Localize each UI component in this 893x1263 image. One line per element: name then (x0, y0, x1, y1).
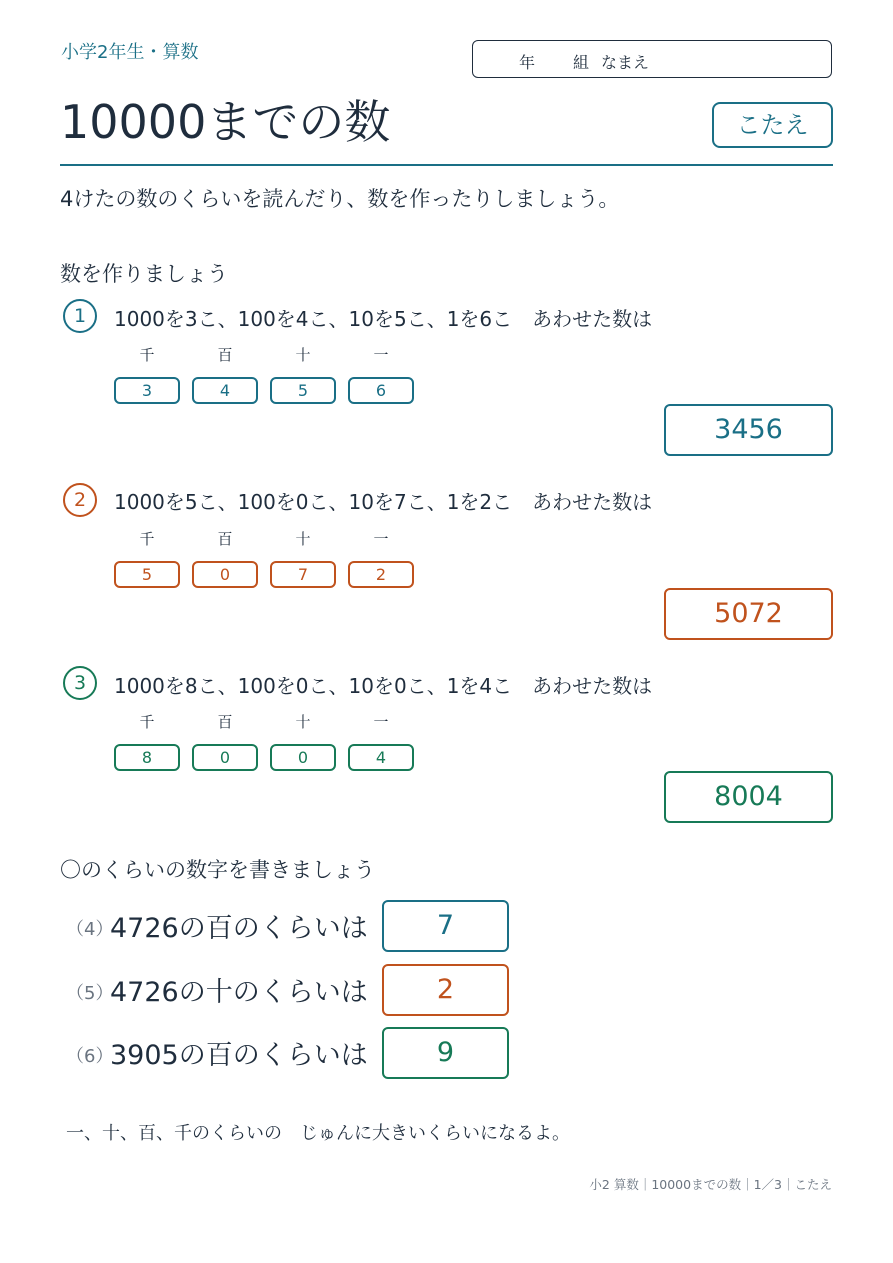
problem-text: 4726の十のくらいは (110, 977, 368, 1008)
digit-box-ones: 6 (348, 377, 414, 404)
problem-label: （5） (66, 983, 114, 1004)
digit-box-ones: 2 (348, 561, 414, 588)
place-label-ones: 一 (373, 346, 389, 364)
hint-note: 一、十、百、千のくらいの じゅんに大きいくらいになるよ。 (66, 1123, 570, 1144)
digit-box-thousands: 5 (114, 561, 180, 588)
digit-box-tens: 0 (270, 744, 336, 771)
answer-box: 2 (382, 964, 509, 1016)
class-label: 組 (573, 53, 590, 72)
problem-text: 1000を8こ、100を0こ、10を0こ、1を4こ あわせた数は (114, 674, 653, 698)
place-label-hundreds: 百 (217, 346, 233, 364)
place-label-ones: 一 (373, 530, 389, 548)
year-label: 年 (519, 53, 536, 72)
answer-box: 5072 (664, 588, 833, 640)
problem-text: 3905の百のくらいは (110, 1040, 368, 1071)
problem-label: （4） (66, 919, 114, 940)
name-field[interactable] (472, 40, 832, 78)
answer-box: 8004 (664, 771, 833, 823)
place-label-thousands: 千 (139, 530, 155, 548)
problem-number-circle: 2 (63, 483, 97, 517)
answer-badge: こたえ (712, 102, 833, 148)
problem-label: （6） (66, 1046, 114, 1067)
section-heading-make-numbers: 数を作りましょう (60, 262, 228, 286)
place-label-ones: 一 (373, 713, 389, 731)
digit-box-thousands: 8 (114, 744, 180, 771)
digit-box-hundreds: 0 (192, 744, 258, 771)
course-label: 小学2年生・算数 (61, 42, 199, 63)
problem-text: 4726の百のくらいは (110, 913, 368, 944)
answer-box: 7 (382, 900, 509, 952)
place-label-thousands: 千 (139, 346, 155, 364)
answer-box: 9 (382, 1027, 509, 1079)
digit-box-ones: 4 (348, 744, 414, 771)
place-label-thousands: 千 (139, 713, 155, 731)
name-label: なまえ (601, 53, 650, 72)
place-label-tens: 十 (295, 346, 311, 364)
digit-box-tens: 7 (270, 561, 336, 588)
digit-box-thousands: 3 (114, 377, 180, 404)
place-label-hundreds: 百 (217, 530, 233, 548)
problem-text: 1000を5こ、100を0こ、10を7こ、1を2こ あわせた数は (114, 490, 653, 514)
problem-number-circle: 3 (63, 666, 97, 700)
problem-text: 1000を3こ、100を4こ、10を5こ、1を6こ あわせた数は (114, 307, 653, 331)
intro-text: 4けたの数のくらいを読んだり、数を作ったりしましょう。 (60, 187, 620, 211)
place-label-hundreds: 百 (217, 713, 233, 731)
digit-box-tens: 5 (270, 377, 336, 404)
problem-number-circle: 1 (63, 299, 97, 333)
answer-box: 3456 (664, 404, 833, 456)
title-divider (60, 164, 833, 166)
section-heading-place-digits: 〇のくらいの数字を書きましょう (60, 858, 375, 882)
page-footer: 小2 算数｜10000までの数｜1／3｜こたえ (589, 1177, 832, 1192)
place-label-tens: 十 (295, 530, 311, 548)
place-label-tens: 十 (295, 713, 311, 731)
digit-box-hundreds: 4 (192, 377, 258, 404)
digit-box-hundreds: 0 (192, 561, 258, 588)
page-title: 10000までの数 (60, 95, 391, 149)
